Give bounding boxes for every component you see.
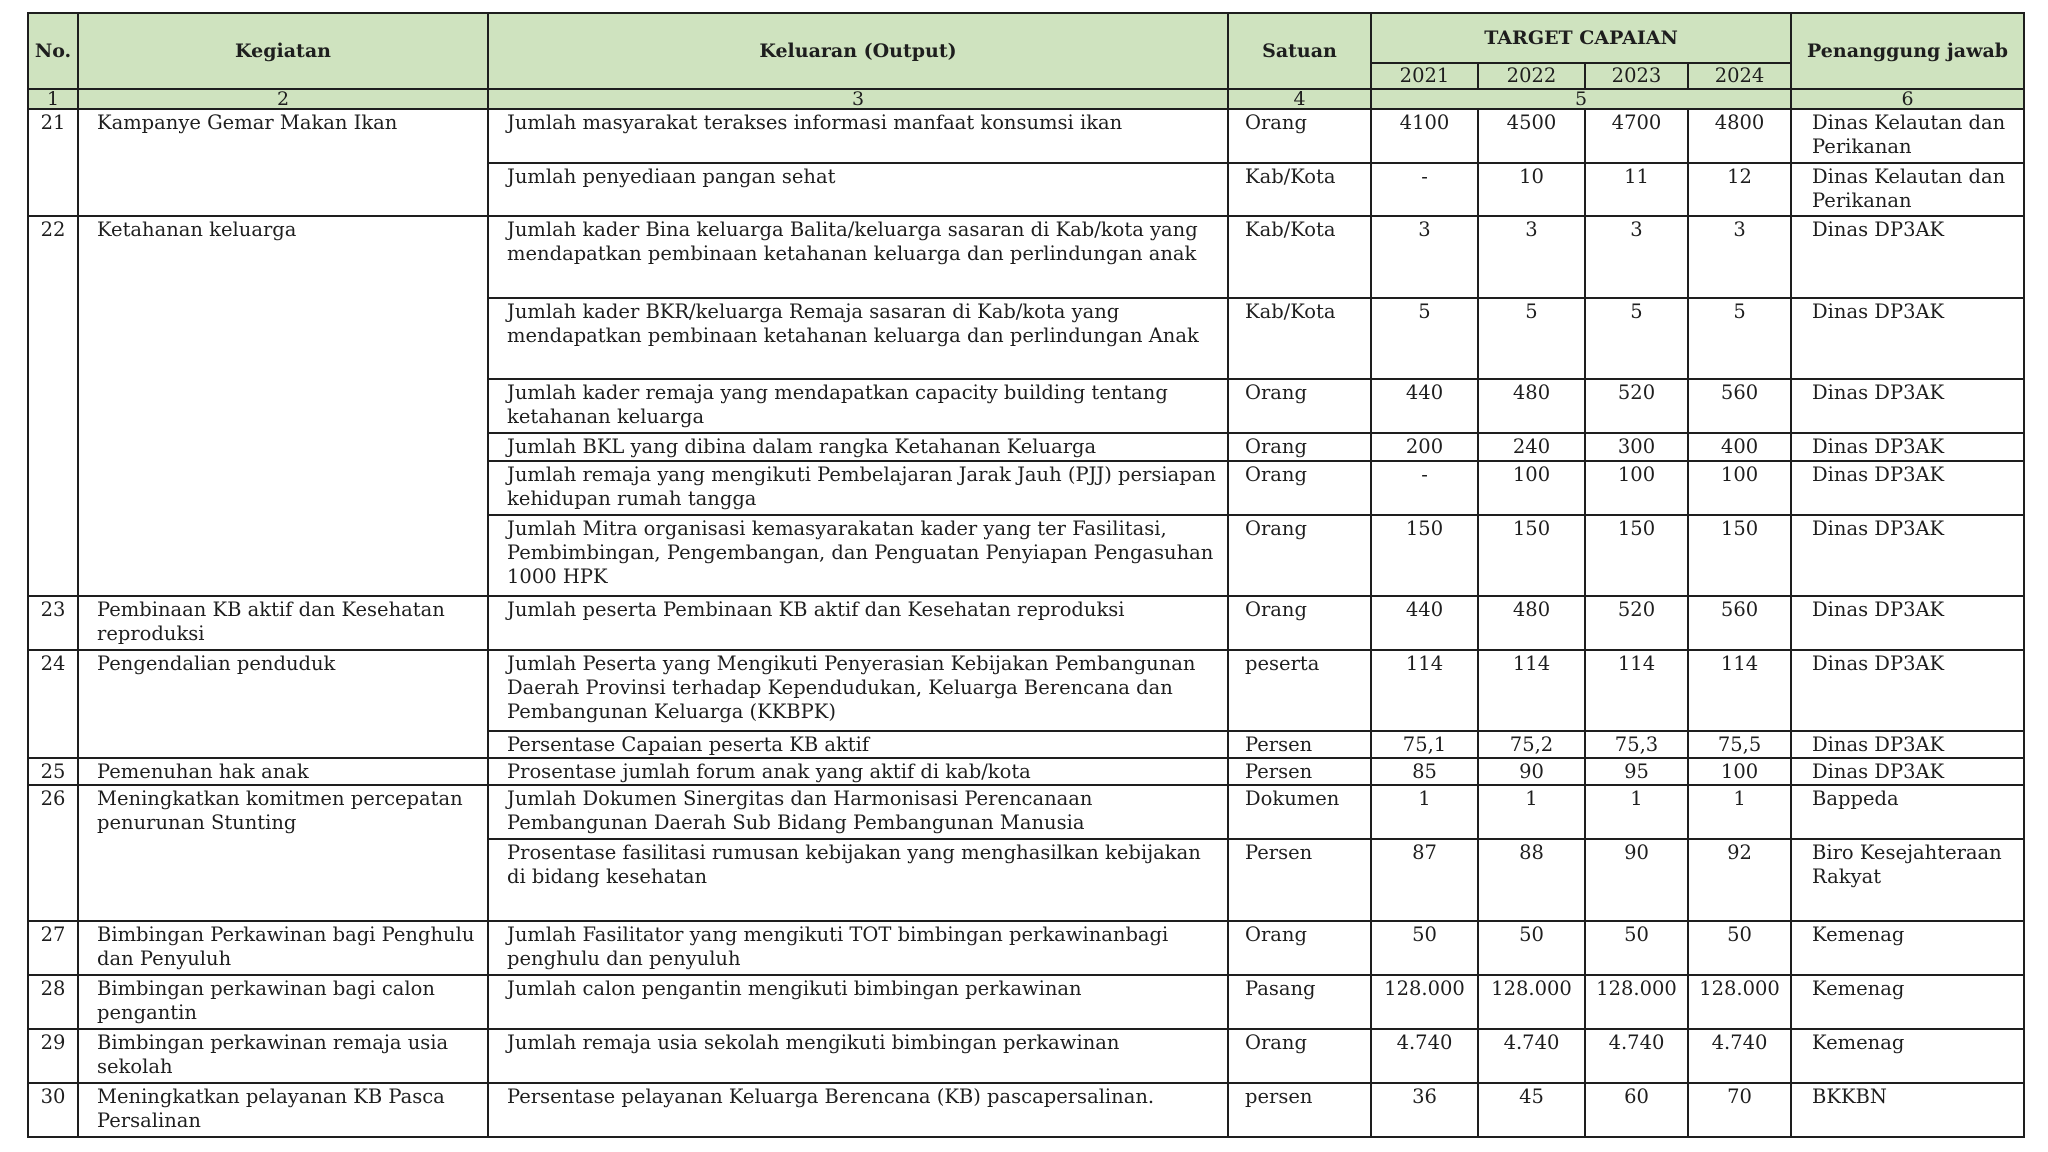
row-target-2024: 100 — [1688, 461, 1791, 515]
row-penanggung-jawab: BKKBN — [1791, 1083, 2024, 1137]
row-output: Prosentase jumlah forum anak yang aktif di kab/kota — [488, 758, 1228, 785]
row-target-2022: 150 — [1478, 515, 1585, 596]
row-penanggung-jawab: Kemenag — [1791, 975, 2024, 1029]
row-target-2022: 480 — [1478, 596, 1585, 650]
row-kegiatan: Meningkatkan komitmen percepatan penurunan Stunting — [78, 785, 488, 921]
row-target-2024: 4800 — [1688, 109, 1791, 163]
header-satuan: Satuan — [1228, 13, 1371, 89]
row-kegiatan: Ketahanan keluarga — [78, 216, 488, 596]
row-target-2024: 560 — [1688, 596, 1791, 650]
table-row — [28, 109, 2024, 163]
row-target-2023: 3 — [1585, 216, 1688, 298]
row-output: Jumlah calon pengantin mengikuti bimbingan perkawinan — [488, 975, 1228, 1029]
header-no: No. — [28, 13, 78, 89]
document-page — [27, 12, 2023, 1138]
row-target-2023: 300 — [1585, 433, 1688, 461]
row-output: Jumlah masyarakat terakses informasi manfaat konsumsi ikan — [488, 109, 1228, 163]
row-penanggung-jawab: Dinas DP3AK — [1791, 461, 2024, 515]
row-no: 30 — [28, 1083, 78, 1137]
row-penanggung-jawab: Dinas DP3AK — [1791, 433, 2024, 461]
row-satuan: Kab/Kota — [1228, 216, 1371, 298]
row-target-2021: 1 — [1371, 785, 1478, 839]
row-target-2021: 4100 — [1371, 109, 1478, 163]
row-output: Jumlah kader BKR/keluarga Remaja sasaran di Kab/kota yang mendapatkan pembinaan ketahanan keluarga dan perlindungan Anak — [488, 298, 1228, 379]
row-target-2022: 90 — [1478, 758, 1585, 785]
row-target-2021: 114 — [1371, 650, 1478, 731]
row-penanggung-jawab: Kemenag — [1791, 1029, 2024, 1083]
row-target-2023: 1 — [1585, 785, 1688, 839]
table-header — [28, 13, 2024, 109]
row-target-2022: 1 — [1478, 785, 1585, 839]
row-target-2022: 128.000 — [1478, 975, 1585, 1029]
row-output: Jumlah Dokumen Sinergitas dan Harmonisasi Perencanaan Pembangunan Daerah Sub Bidang Pembangunan Manusia — [488, 785, 1228, 839]
row-target-2021: - — [1371, 461, 1478, 515]
row-target-2023: 128.000 — [1585, 975, 1688, 1029]
row-target-2024: 1 — [1688, 785, 1791, 839]
row-target-2021: - — [1371, 163, 1478, 216]
row-no: 21 — [28, 109, 78, 216]
row-target-2024: 114 — [1688, 650, 1791, 731]
row-target-2022: 4.740 — [1478, 1029, 1585, 1083]
header-year-2021: 2021 — [1371, 63, 1478, 89]
column-index: 5 — [1371, 89, 1791, 109]
row-target-2021: 87 — [1371, 839, 1478, 921]
row-target-2022: 88 — [1478, 839, 1585, 921]
row-penanggung-jawab: Bappeda — [1791, 785, 2024, 839]
header-kegiatan: Kegiatan — [78, 13, 488, 89]
row-output: Jumlah Peserta yang Mengikuti Penyerasian Kebijakan Pembangunan Daerah Provinsi terhadap Kependudukan, Keluarga Berencana dan Pembangunan Keluarga (KKBPK) — [488, 650, 1228, 731]
row-target-2023: 520 — [1585, 596, 1688, 650]
row-target-2022: 75,2 — [1478, 731, 1585, 758]
row-kegiatan: Bimbingan perkawinan bagi calon pengantin — [78, 975, 488, 1029]
row-output: Jumlah remaja usia sekolah mengikuti bimbingan perkawinan — [488, 1029, 1228, 1083]
row-target-2023: 114 — [1585, 650, 1688, 731]
row-target-2023: 95 — [1585, 758, 1688, 785]
table-row — [28, 921, 2024, 975]
row-target-2021: 150 — [1371, 515, 1478, 596]
row-target-2023: 150 — [1585, 515, 1688, 596]
row-target-2023: 75,3 — [1585, 731, 1688, 758]
row-output: Jumlah Mitra organisasi kemasyarakatan kader yang ter Fasilitasi, Pembimbingan, Pengembangan, dan Penguatan Penyiapan Pengasuhan 1000 HPK — [488, 515, 1228, 596]
row-target-2024: 4.740 — [1688, 1029, 1791, 1083]
header-year-2023: 2023 — [1585, 63, 1688, 89]
row-no: 25 — [28, 758, 78, 785]
row-no: 29 — [28, 1029, 78, 1083]
row-target-2021: 4.740 — [1371, 1029, 1478, 1083]
table-row — [28, 785, 2024, 839]
row-target-2022: 100 — [1478, 461, 1585, 515]
table-row — [28, 216, 2024, 298]
row-no: 26 — [28, 785, 78, 921]
row-target-2022: 240 — [1478, 433, 1585, 461]
header-keluaran: Keluaran (Output) — [488, 13, 1228, 89]
row-penanggung-jawab: Dinas DP3AK — [1791, 758, 2024, 785]
row-target-2021: 440 — [1371, 379, 1478, 433]
row-kegiatan: Bimbingan perkawinan remaja usia sekolah — [78, 1029, 488, 1083]
row-target-2023: 60 — [1585, 1083, 1688, 1137]
row-satuan: Orang — [1228, 1029, 1371, 1083]
row-target-2022: 45 — [1478, 1083, 1585, 1137]
row-kegiatan: Pemenuhan hak anak — [78, 758, 488, 785]
row-satuan: Kab/Kota — [1228, 298, 1371, 379]
table-row — [28, 758, 2024, 785]
row-satuan: Orang — [1228, 461, 1371, 515]
row-target-2024: 150 — [1688, 515, 1791, 596]
column-index: 3 — [488, 89, 1228, 109]
row-output: Jumlah Fasilitator yang mengikuti TOT bimbingan perkawinanbagi penghulu dan penyuluh — [488, 921, 1228, 975]
row-penanggung-jawab: Dinas DP3AK — [1791, 515, 2024, 596]
row-no: 24 — [28, 650, 78, 758]
row-satuan: Persen — [1228, 731, 1371, 758]
row-target-2022: 4500 — [1478, 109, 1585, 163]
row-target-2022: 50 — [1478, 921, 1585, 975]
row-satuan: Orang — [1228, 515, 1371, 596]
column-index-row — [28, 89, 2024, 109]
column-index: 4 — [1228, 89, 1371, 109]
row-satuan: Dokumen — [1228, 785, 1371, 839]
target-table — [27, 12, 2025, 1138]
table-row — [28, 975, 2024, 1029]
row-output: Jumlah remaja yang mengikuti Pembelajaran Jarak Jauh (PJJ) persiapan kehidupan rumah tangga — [488, 461, 1228, 515]
row-target-2021: 50 — [1371, 921, 1478, 975]
header-year-2024: 2024 — [1688, 63, 1791, 89]
row-penanggung-jawab: Kemenag — [1791, 921, 2024, 975]
row-satuan: Orang — [1228, 379, 1371, 433]
row-target-2023: 520 — [1585, 379, 1688, 433]
row-satuan: Persen — [1228, 758, 1371, 785]
row-target-2023: 50 — [1585, 921, 1688, 975]
row-target-2021: 3 — [1371, 216, 1478, 298]
row-target-2024: 92 — [1688, 839, 1791, 921]
table-row — [28, 1083, 2024, 1137]
row-target-2024: 70 — [1688, 1083, 1791, 1137]
header-year-2022: 2022 — [1478, 63, 1585, 89]
row-satuan: Orang — [1228, 921, 1371, 975]
row-satuan: Pasang — [1228, 975, 1371, 1029]
row-target-2021: 128.000 — [1371, 975, 1478, 1029]
row-target-2023: 5 — [1585, 298, 1688, 379]
row-output: Prosentase fasilitasi rumusan kebijakan yang menghasilkan kebijakan di bidang kesehatan — [488, 839, 1228, 921]
row-penanggung-jawab: Dinas DP3AK — [1791, 650, 2024, 731]
row-no: 27 — [28, 921, 78, 975]
row-penanggung-jawab: Dinas DP3AK — [1791, 731, 2024, 758]
row-satuan: Orang — [1228, 109, 1371, 163]
row-kegiatan: Kampanye Gemar Makan Ikan — [78, 109, 488, 216]
row-target-2023: 4700 — [1585, 109, 1688, 163]
row-penanggung-jawab: Dinas DP3AK — [1791, 216, 2024, 298]
row-target-2021: 5 — [1371, 298, 1478, 379]
row-satuan: Persen — [1228, 839, 1371, 921]
row-target-2023: 100 — [1585, 461, 1688, 515]
column-index: 2 — [78, 89, 488, 109]
row-output: Persentase Capaian peserta KB aktif — [488, 731, 1228, 758]
row-satuan: peserta — [1228, 650, 1371, 731]
row-satuan: Orang — [1228, 596, 1371, 650]
row-satuan: Kab/Kota — [1228, 163, 1371, 216]
row-target-2022: 114 — [1478, 650, 1585, 731]
row-target-2023: 11 — [1585, 163, 1688, 216]
row-output: Jumlah kader Bina keluarga Balita/keluarga sasaran di Kab/kota yang mendapatkan pembinaan ketahanan keluarga dan perlindungan anak — [488, 216, 1228, 298]
row-target-2024: 560 — [1688, 379, 1791, 433]
row-penanggung-jawab: Dinas DP3AK — [1791, 298, 2024, 379]
row-target-2022: 480 — [1478, 379, 1585, 433]
row-target-2024: 5 — [1688, 298, 1791, 379]
row-satuan: Orang — [1228, 433, 1371, 461]
row-no: 28 — [28, 975, 78, 1029]
row-satuan: persen — [1228, 1083, 1371, 1137]
row-kegiatan: Pembinaan KB aktif dan Kesehatan reproduksi — [78, 596, 488, 650]
column-index: 1 — [28, 89, 78, 109]
row-target-2021: 85 — [1371, 758, 1478, 785]
row-kegiatan: Bimbingan Perkawinan bagi Penghulu dan Penyuluh — [78, 921, 488, 975]
column-index: 6 — [1791, 89, 2024, 109]
row-target-2023: 90 — [1585, 839, 1688, 921]
row-target-2024: 128.000 — [1688, 975, 1791, 1029]
header-target: TARGET CAPAIAN — [1371, 13, 1791, 63]
header-penanggung-jawab: Penanggung jawab — [1791, 13, 2024, 89]
row-output: Jumlah BKL yang dibina dalam rangka Ketahanan Keluarga — [488, 433, 1228, 461]
row-target-2021: 75,1 — [1371, 731, 1478, 758]
row-no: 22 — [28, 216, 78, 596]
row-output: Jumlah peserta Pembinaan KB aktif dan Kesehatan reproduksi — [488, 596, 1228, 650]
row-penanggung-jawab: Dinas DP3AK — [1791, 596, 2024, 650]
row-target-2024: 3 — [1688, 216, 1791, 298]
row-penanggung-jawab: Dinas DP3AK — [1791, 379, 2024, 433]
row-target-2024: 75,5 — [1688, 731, 1791, 758]
row-penanggung-jawab: Biro Kesejahteraan Rakyat — [1791, 839, 2024, 921]
table-body — [28, 109, 2024, 1137]
row-target-2021: 440 — [1371, 596, 1478, 650]
row-target-2022: 3 — [1478, 216, 1585, 298]
table-row — [28, 596, 2024, 650]
row-target-2023: 4.740 — [1585, 1029, 1688, 1083]
table-row — [28, 1029, 2024, 1083]
row-target-2022: 10 — [1478, 163, 1585, 216]
row-target-2021: 200 — [1371, 433, 1478, 461]
row-target-2024: 50 — [1688, 921, 1791, 975]
row-target-2022: 5 — [1478, 298, 1585, 379]
row-penanggung-jawab: Dinas Kelautan dan Perikanan — [1791, 109, 2024, 163]
row-target-2021: 36 — [1371, 1083, 1478, 1137]
table-row — [28, 650, 2024, 731]
row-penanggung-jawab: Dinas Kelautan dan Perikanan — [1791, 163, 2024, 216]
row-kegiatan: Meningkatkan pelayanan KB Pasca Persalinan — [78, 1083, 488, 1137]
row-output: Persentase pelayanan Keluarga Berencana (KB) pascapersalinan. — [488, 1083, 1228, 1137]
row-target-2024: 12 — [1688, 163, 1791, 216]
row-output: Jumlah kader remaja yang mendapatkan capacity building tentang ketahanan keluarga — [488, 379, 1228, 433]
row-target-2024: 400 — [1688, 433, 1791, 461]
row-target-2024: 100 — [1688, 758, 1791, 785]
row-kegiatan: Pengendalian penduduk — [78, 650, 488, 758]
row-no: 23 — [28, 596, 78, 650]
row-output: Jumlah penyediaan pangan sehat — [488, 163, 1228, 216]
